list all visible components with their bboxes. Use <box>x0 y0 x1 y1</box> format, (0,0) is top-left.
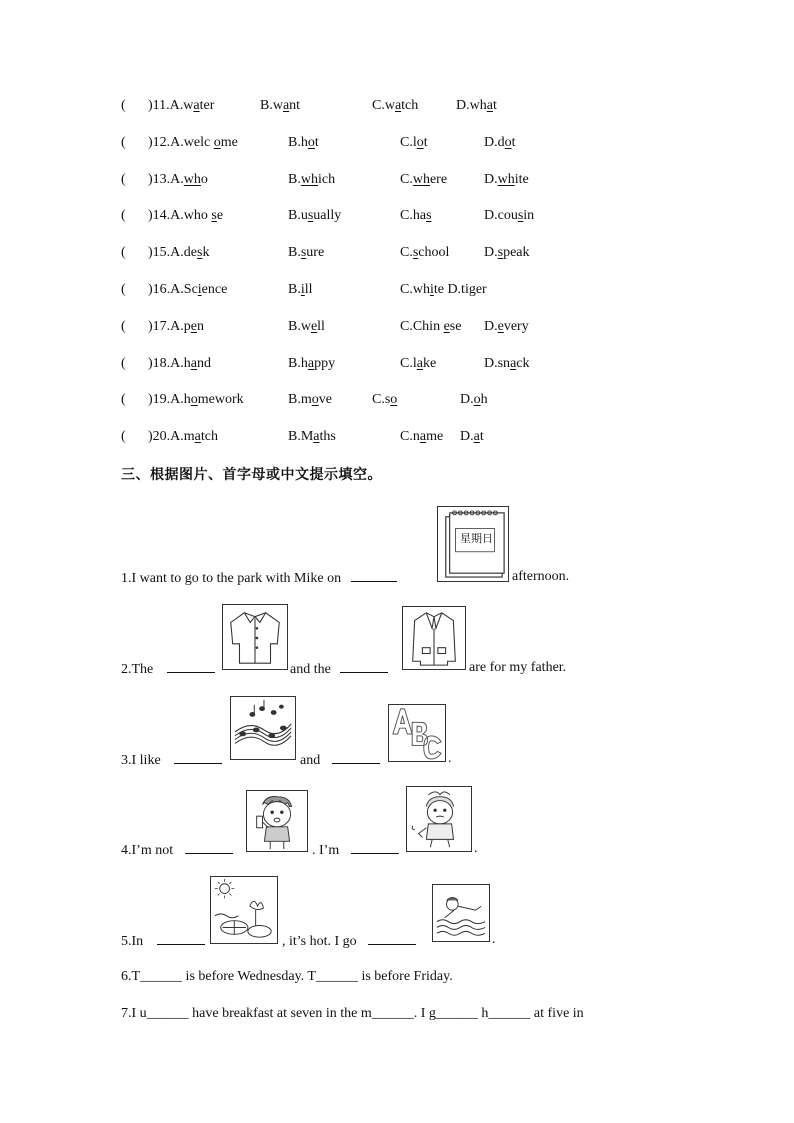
answer-bracket-left[interactable]: ( <box>121 135 126 150</box>
sentence-3-mid <box>300 749 380 771</box>
option-c: C.watch <box>372 98 419 113</box>
blank[interactable] <box>340 658 388 673</box>
option-a: )18.A.hand <box>148 356 211 371</box>
sentence-2-mid <box>290 658 388 680</box>
hungry-boy-icon <box>246 790 308 852</box>
option-d: D.at <box>460 429 484 444</box>
sentence-3 <box>121 749 222 771</box>
thirsty-girl-icon <box>406 786 472 852</box>
blank[interactable] <box>351 839 399 854</box>
option-c: C.lot <box>400 135 428 150</box>
option-b: B.which <box>288 172 336 187</box>
answer-bracket-left[interactable]: ( <box>121 356 126 371</box>
option-c: C.has <box>400 208 432 223</box>
section-title: 三、根据图片、首字母或中文提示填空。 <box>121 467 382 483</box>
blank[interactable] <box>368 930 416 945</box>
sentence-1-post: afternoon. <box>512 569 570 584</box>
sentence-4 <box>121 839 233 861</box>
sentence-6: 6.T______ is before Wednesday. T______ is before Friday. <box>121 969 453 984</box>
option-d: D.speak <box>484 245 530 260</box>
sentence-2 <box>121 658 215 680</box>
option-c: C.white D.tiger <box>400 282 487 297</box>
option-a: )12.A.welc ome <box>148 135 238 150</box>
option-b: B.happy <box>288 356 336 371</box>
option-a: )17.A.pen <box>148 319 204 334</box>
sentence-4-mid <box>312 839 399 861</box>
option-a: )13.A.who <box>148 172 208 187</box>
option-a: )20.A.match <box>148 429 218 444</box>
blank[interactable] <box>174 749 222 764</box>
option-c: C.name <box>400 429 444 444</box>
option-a: )19.A.homework <box>148 392 244 407</box>
option-b: B.ill <box>288 282 313 297</box>
option-b: B.Maths <box>288 429 336 444</box>
calendar-label: 星期日 <box>460 532 493 545</box>
option-c: C.so <box>372 392 398 407</box>
blank[interactable] <box>351 567 397 582</box>
sentence-5-mid <box>282 930 416 952</box>
sentence-1 <box>121 567 397 589</box>
option-b: B.well <box>288 319 325 334</box>
option-b: B.hot <box>288 135 319 150</box>
option-c: C.where <box>400 172 448 187</box>
sentence-3-mid-text: and <box>300 753 321 768</box>
answer-bracket-left[interactable]: ( <box>121 282 126 297</box>
sentence-2-mid-text: and the <box>290 662 331 677</box>
sentence-4-pre: 4.I’m not <box>121 843 174 858</box>
sentence-1-pre: 1.I want to go to the park with Mike on <box>121 571 342 586</box>
option-c: C.lake <box>400 356 437 371</box>
calendar-sunday-icon <box>437 506 509 582</box>
option-b: B.usually <box>288 208 342 223</box>
swimming-icon <box>432 884 490 942</box>
option-c: C.school <box>400 245 450 260</box>
option-a: )14.A.who se <box>148 208 224 223</box>
answer-bracket-left[interactable]: ( <box>121 245 126 260</box>
answer-bracket-left[interactable]: ( <box>121 208 126 223</box>
blank[interactable] <box>157 930 205 945</box>
sentence-5-pre: 5.In <box>121 934 144 949</box>
sentence-3-post: . <box>448 751 452 766</box>
option-d: D.what <box>456 98 497 113</box>
sentence-3-pre: 3.I like <box>121 753 161 768</box>
option-d: D.oh <box>460 392 488 407</box>
option-b: B.sure <box>288 245 325 260</box>
sentence-2-pre: 2.The <box>121 662 154 677</box>
coat-icon <box>402 606 466 670</box>
sentence-5-mid-text: , it’s hot. I go <box>282 934 357 949</box>
answer-bracket-left[interactable]: ( <box>121 98 126 113</box>
summer-lotus-icon <box>210 876 278 944</box>
blank[interactable] <box>167 658 215 673</box>
sentence-5 <box>121 930 205 952</box>
option-a: )11.A.water <box>148 98 215 113</box>
answer-bracket-left[interactable]: ( <box>121 319 126 334</box>
option-d: D.snack <box>484 356 530 371</box>
blank[interactable] <box>185 839 233 854</box>
option-c: C.Chin ese <box>400 319 462 334</box>
option-b: B.move <box>288 392 332 407</box>
option-d: D.white <box>484 172 529 187</box>
option-d: D.cousin <box>484 208 535 223</box>
answer-bracket-left[interactable]: ( <box>121 392 126 407</box>
sentence-5-post: . <box>492 932 496 947</box>
sentence-2-post: are for my father. <box>469 660 567 675</box>
option-b: B.want <box>260 98 301 113</box>
sentence-7: 7.I u______ have breakfast at seven in the m______. I g______ h______ at five in <box>121 1006 584 1021</box>
answer-bracket-left[interactable]: ( <box>121 172 126 187</box>
sentence-4-mid-text: . I’m <box>312 843 340 858</box>
option-a: )16.A.Science <box>148 282 228 297</box>
sentence-4-post: . <box>474 841 478 856</box>
music-icon <box>230 696 296 760</box>
shirt-icon <box>222 604 288 670</box>
blank[interactable] <box>332 749 380 764</box>
option-d: D.dot <box>484 135 516 150</box>
option-d: D.every <box>484 319 529 334</box>
answer-bracket-left[interactable]: ( <box>121 429 126 444</box>
option-a: )15.A.desk <box>148 245 210 260</box>
abc-letters-icon <box>388 704 446 762</box>
